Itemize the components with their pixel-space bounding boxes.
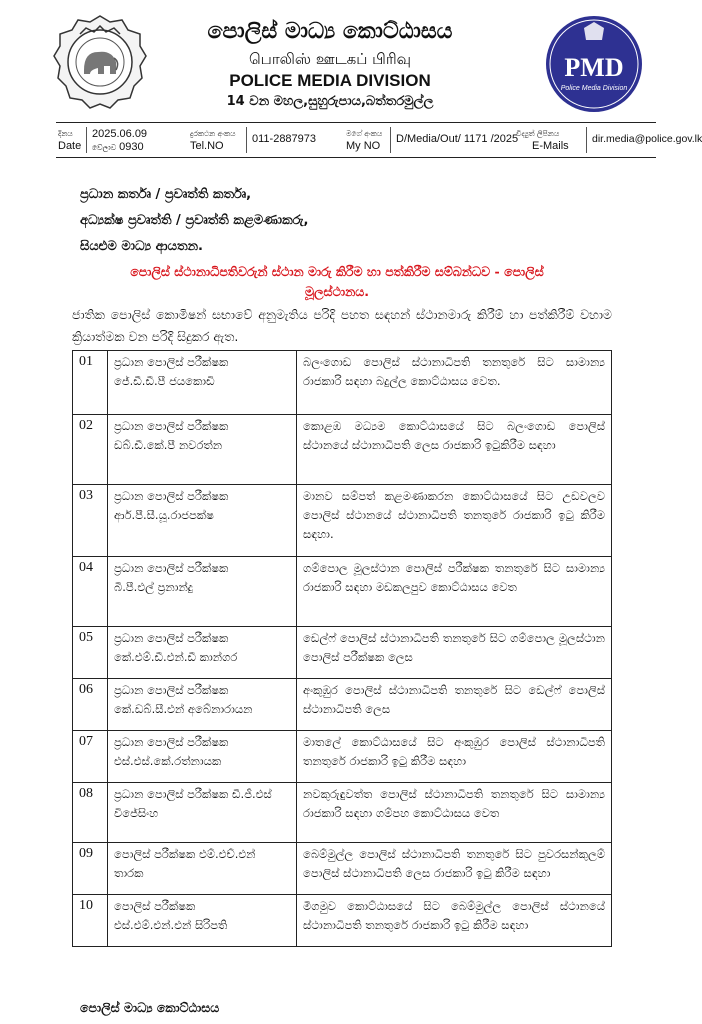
officer-name-line: තාරක	[114, 866, 144, 880]
officer-name-line: ප්‍රධාන පොලිස් පරීක්ෂක	[114, 489, 229, 503]
signature-line: පොලිස් මාධ්‍ය කොට්ඨාසය	[80, 1000, 220, 1015]
officer-name-line: ප්‍රධාන පොලිස් පරීක්ෂක	[114, 561, 229, 575]
subject-line: පොලිස් ස්ථානාධිපතිවරුන් ස්ථාන මාරු කිරීම හා පත්කිරීම සම්බන්ධව - පොලිස්	[130, 264, 544, 279]
officer-name-line: විජේසිංහ	[114, 806, 159, 820]
addressees	[80, 182, 308, 260]
transfer-details-cell: බලංගොඩ පොලිස් ස්ථානාධිපති තනතුරේ සිට සාමාන්‍ය රාජකාරි සඳහා බදුල්ල කොට්ඨාසය වෙත.	[297, 351, 612, 415]
table-row	[73, 679, 612, 731]
tel-value: 011-2887973	[252, 133, 317, 145]
officer-name-cell	[108, 783, 297, 843]
transfer-details-cell: මාතලේ කොට්ඨාසයේ සිට අංකුඹුර පොලිස් ස්ථානාධිපති තනතුරේ රාජකාරි ඉටු කිරීම සඳහා	[297, 731, 612, 783]
transfer-details-cell: නවකුරුඳුවත්ත පොලිස් ස්ථානාධිපති තනතුරේ සිට සාමාන්‍ය රාජකාරි සඳහා ගම්පහ කොට්ඨාසය වෙත	[297, 783, 612, 843]
row-number: 01	[73, 351, 108, 415]
date-value: 2025.06.09	[92, 128, 148, 140]
transfer-details-cell: මීගමුව කොට්ඨාසයේ සිට බෙම්මුල්ල පොලිස් ස්ථානයේ ස්ථානාධිපති තනතුරේ රාජකාරි ඉටු කිරීම සඳහා	[297, 895, 612, 947]
subject-heading	[92, 262, 582, 302]
officer-name-cell	[108, 895, 297, 947]
row-number: 03	[73, 485, 108, 557]
transfer-details-cell: මානව සම්පත් කළමණාකරන කොට්ඨාසයේ සිට උඩවලව පොලිස් ස්ථානයේ ස්ථානාධිපති තනතුරේ රාජකාරි ඉටු කිරීම සඳහා.	[297, 485, 612, 557]
email-label: විද්‍යුත් ලිපිනය E-Mails	[516, 129, 569, 152]
officer-name-line: ප්‍රධාන පොලිස් පරීක්ෂක ඩී.ජී.එස්	[114, 787, 272, 801]
officer-name-line: එස්.එම්.එන්.එන් සිරිපති	[114, 918, 228, 932]
officer-name-line: ජේ.ඩී.ඩී.පී ජයකොඩි	[114, 374, 215, 388]
divider	[586, 127, 587, 153]
table-row	[73, 351, 612, 415]
pmd-logo-subtext: Police Media Division	[560, 85, 628, 92]
officer-name-cell	[108, 415, 297, 485]
email-link[interactable]: dir.media@police.gov.lk	[592, 133, 702, 145]
addressee-line: ප්‍රධාන කර්තෘ / ප්‍රවෘත්ති කර්තෘ,	[80, 187, 252, 202]
divider	[246, 127, 247, 153]
transfer-details-cell: ගම්පොල මූලස්ථාන පොලිස් පරීක්ෂක තනතුරේ සිට සාමාන්‍ය රාජකාරි සඳහා මඩකලපුව කොට්ඨාසය වෙත	[297, 557, 612, 627]
officer-name-cell	[108, 843, 297, 895]
officer-name-cell	[108, 351, 297, 415]
letterhead-title-tamil: பொலிஸ் ஊடகப் பிரிவு	[248, 50, 411, 68]
officer-name-cell	[108, 627, 297, 679]
row-number: 02	[73, 415, 108, 485]
row-number: 09	[73, 843, 108, 895]
my-no-value: D/Media/Out/ 1171 /2025	[396, 133, 519, 145]
transfer-details-cell: අංකුඹුර පොලිස් ස්ථානාධිපති තනතුරේ සිට ඩෙල්ෆ් පොලිස් ස්ථානාධිපති ලෙස	[297, 679, 612, 731]
officer-name-line: පොලිස් පරීක්ෂක එම්.එච්.එන්	[114, 847, 256, 861]
row-number: 10	[73, 895, 108, 947]
officer-name-line: ප්‍රධාන පොලිස් පරීක්ෂක	[114, 419, 229, 433]
subject-line: මූලස්ථානය.	[305, 284, 369, 299]
officer-name-cell	[108, 731, 297, 783]
table-row	[73, 415, 612, 485]
row-number: 05	[73, 627, 108, 679]
transfers-table	[72, 350, 612, 947]
divider	[86, 127, 87, 153]
addressee-line: සියළුම මාධ්‍ය ආයතන.	[80, 239, 203, 254]
pmd-logo-icon	[544, 14, 644, 114]
officer-name-cell	[108, 557, 297, 627]
intro-paragraph: ජාතික පොලිස් කොමිෂන් සභාවේ අනුමැතිය පරිදි පහත සඳහන් ස්ථානමාරු කිරීම් හා පත්කිරීම් වහාම ක්‍රියාත්මක වන පරිදි සිදුකර ඇත.	[72, 307, 612, 344]
letterhead	[170, 18, 490, 112]
addressee-line: අධ්‍යක්ෂ ප්‍රවෘත්ති / ප්‍රවෘත්ති කළමණාකරු,	[80, 213, 309, 228]
transfer-details-cell: බෙම්මුල්ල පොලිස් ස්ථානාධිපති තනතුරේ සිට පුවරසන්කුලම් පොලිස් ස්ථානාධිපති ලෙස රාජකාරි ඉටු කිරීම සඳහා	[297, 843, 612, 895]
table-row	[73, 731, 612, 783]
table-row	[73, 557, 612, 627]
table-row	[73, 843, 612, 895]
time-value: 0930	[119, 141, 144, 153]
date-time-field	[92, 128, 147, 154]
table-row	[73, 783, 612, 843]
police-seal-icon	[54, 14, 146, 110]
letterhead-title-sinhala: පොලිස් මාධ්‍ය කොට්ඨාසය	[207, 19, 453, 44]
letterhead-address: 14 වන මහල,සුහුරුපාය,බත්තරමුල්ල	[226, 94, 434, 109]
officer-name-line: කේ.ඩබ්.සී.එන් අබේනාරායන	[114, 702, 253, 716]
officer-name-line: පොලිස් පරීක්ෂක	[114, 899, 196, 913]
divider	[390, 127, 391, 153]
time-label: වේලාව	[92, 143, 117, 152]
date-label: දිනය Date	[58, 129, 82, 152]
officer-name-line: ඩබ්.ඩී.කේ.පී නවරත්න	[114, 438, 223, 452]
officer-name-line: ප්‍රධාන පොලිස් පරීක්ෂක	[114, 631, 229, 645]
reference-bar	[56, 122, 702, 158]
officer-name-line: කේ.එම්.ඩී.එන්.ඩී කාන්ගර	[114, 650, 238, 664]
row-number: 04	[73, 557, 108, 627]
table-row	[73, 485, 612, 557]
row-number: 08	[73, 783, 108, 843]
officer-name-line: එස්.එස්.කේ.රත්නායක	[114, 754, 222, 768]
transfer-details-cell: ඩෙල්ෆ් පොලිස් ස්ථානාධිපති තනතුරේ සිට ගම්පොල මූලස්ථාන පොලිස් පරීක්ෂක ලෙස	[297, 627, 612, 679]
row-number: 06	[73, 679, 108, 731]
officer-name-line: ප්‍රධාන පොලිස් පරීක්ෂක	[114, 683, 229, 697]
table-row	[73, 895, 612, 947]
pmd-logo-text: PMD	[564, 53, 624, 82]
letterhead-title-english: POLICE MEDIA DIVISION	[229, 71, 431, 90]
officer-name-cell	[108, 485, 297, 557]
transfer-details-cell: කොළඹ මධ්‍යම කොට්ඨාසයේ සිට බලංගොඩ පොලිස් ස්ථානයේ ස්ථානාධිපති ලෙස රාජකාරි ඉටුකිරීම සඳහා	[297, 415, 612, 485]
officer-name-line: ප්‍රධාන පොලිස් පරීක්ෂක	[114, 355, 229, 369]
table-row	[73, 627, 612, 679]
my-no-label: මගේ අංකය My NO	[346, 129, 383, 152]
row-number: 07	[73, 731, 108, 783]
officer-name-line: ආර්.පී.සී.යූ.රාජපක්ෂ	[114, 508, 214, 522]
officer-name-line: බී.පී.එල් ප්‍රනාන්දු	[114, 580, 193, 594]
tel-label: දුරකථන අංකය Tel.NO	[190, 129, 236, 152]
officer-name-cell	[108, 679, 297, 731]
officer-name-line: ප්‍රධාන පොලිස් පරීක්ෂක	[114, 735, 229, 749]
